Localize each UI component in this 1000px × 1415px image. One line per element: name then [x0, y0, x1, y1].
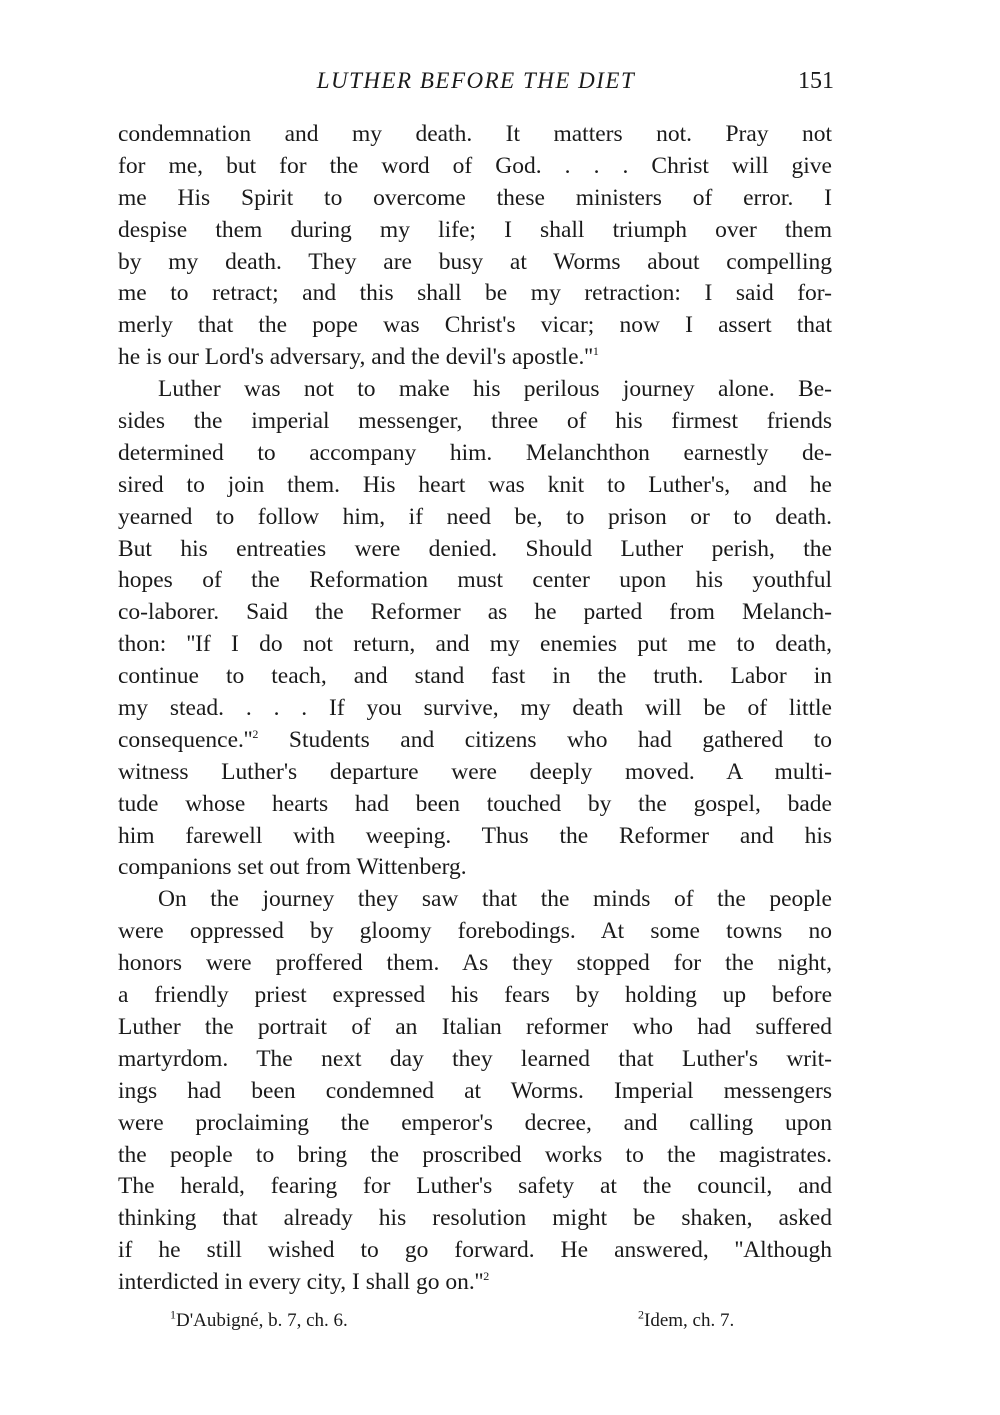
- footnote-marker: 2: [638, 1307, 644, 1322]
- text-line: Luther the portrait of an Italian reformer who had suffered: [118, 1013, 832, 1040]
- text-line: sired to join them. His heart was knit to Luther's, and he: [118, 471, 832, 498]
- text-line: me to retract; and this shall be my retraction: I said for-: [118, 280, 832, 307]
- text-line: merly that the pope was Christ's vicar; now I assert that: [118, 312, 832, 339]
- text-line: thon: ''If I do not return, and my enemies put me to death,: [118, 631, 832, 658]
- footnote-marker: 1: [170, 1307, 176, 1322]
- text-line: for me, but for the word of God. . . . Christ will give: [118, 152, 832, 179]
- text-line: me His Spirit to overcome these ministers of error. I: [118, 184, 832, 211]
- text-line: co-laborer. Said the Reformer as he parted from Melanch-: [118, 599, 832, 626]
- footnotes: [170, 1307, 790, 1340]
- footnote: [170, 1307, 348, 1332]
- text-line: tude whose hearts had been touched by the gospel, bade: [118, 790, 832, 817]
- text-line: [118, 1267, 832, 1299]
- text-line: sides the imperial messenger, three of his firmest friends: [118, 408, 832, 435]
- text-line: The herald, fearing for Luther's safety at the council, and: [118, 1173, 832, 1200]
- footnote-reference: 2: [252, 727, 259, 742]
- text-line: my stead. . . . If you survive, my death will be of little: [118, 695, 832, 722]
- text-line: hopes of the Reformation must center upon his youthful: [118, 567, 832, 594]
- text-line: yearned to follow him, if need be, to prison or to death.: [118, 503, 832, 530]
- footnote-text: D'Aubigné, b. 7, ch. 6.: [176, 1310, 348, 1331]
- text-line: were oppressed by gloomy forebodings. At some towns no: [118, 918, 832, 945]
- text-line: thinking that already his resolution might be shaken, asked: [118, 1205, 832, 1232]
- text-line: Luther was not to make his perilous journey alone. Be-: [158, 376, 832, 403]
- text-line: companions set out from Wittenberg.: [118, 854, 467, 881]
- text-line: a friendly priest expressed his fears by holding up before: [118, 982, 832, 1009]
- text-line: if he still wished to go forward. He answered, ''Although: [118, 1237, 832, 1264]
- footnote-reference: 2: [483, 1269, 490, 1284]
- text-line: condemnation and my death. It matters not. Pray not: [118, 121, 832, 147]
- text-line: ings had been condemned at Worms. Imperial messengers: [118, 1077, 832, 1104]
- page-number: 151: [798, 68, 834, 94]
- footnote: [638, 1307, 735, 1332]
- text-line: [118, 342, 832, 374]
- footnote-reference: 1: [592, 344, 599, 359]
- text-line: despise them during my life; I shall triumph over them: [118, 216, 832, 243]
- text-line: But his entreaties were denied. Should Luther perish, the: [118, 535, 832, 562]
- text-line: On the journey they saw that the minds of the people: [158, 886, 832, 913]
- text-segment: Students and citizens who had gathered to: [258, 726, 832, 753]
- text-segment: interdicted in every city, I shall go on.'': [118, 1269, 484, 1296]
- text-line: the people to bring the proscribed works to the magistrates.: [118, 1141, 832, 1168]
- text-line: [118, 725, 832, 757]
- text-line: honors were proffered them. As they stopped for the night,: [118, 950, 832, 977]
- text-line: witness Luther's departure were deeply moved. A multi-: [118, 758, 832, 785]
- text-segment: he is our Lord's adversary, and the devil's apostle.'': [118, 344, 593, 371]
- text-line: determined to accompany him. Melanchthon earnestly de-: [118, 439, 832, 466]
- running-title: LUTHER BEFORE THE DIET: [316, 68, 636, 93]
- text-line: were proclaiming the emperor's decree, and calling upon: [118, 1109, 832, 1136]
- footnote-text: Idem, ch. 7.: [644, 1310, 735, 1331]
- text-line: him farewell with weeping. Thus the Reformer and his: [118, 822, 832, 849]
- text-line: martyrdom. The next day they learned that Luther's writ-: [118, 1045, 832, 1072]
- body-text: [118, 119, 832, 1299]
- running-head: [118, 68, 834, 102]
- text-segment: consequence.'': [118, 726, 253, 753]
- text-line: continue to teach, and stand fast in the truth. Labor in: [118, 663, 832, 690]
- text-line: by my death. They are busy at Worms about compelling: [118, 248, 832, 275]
